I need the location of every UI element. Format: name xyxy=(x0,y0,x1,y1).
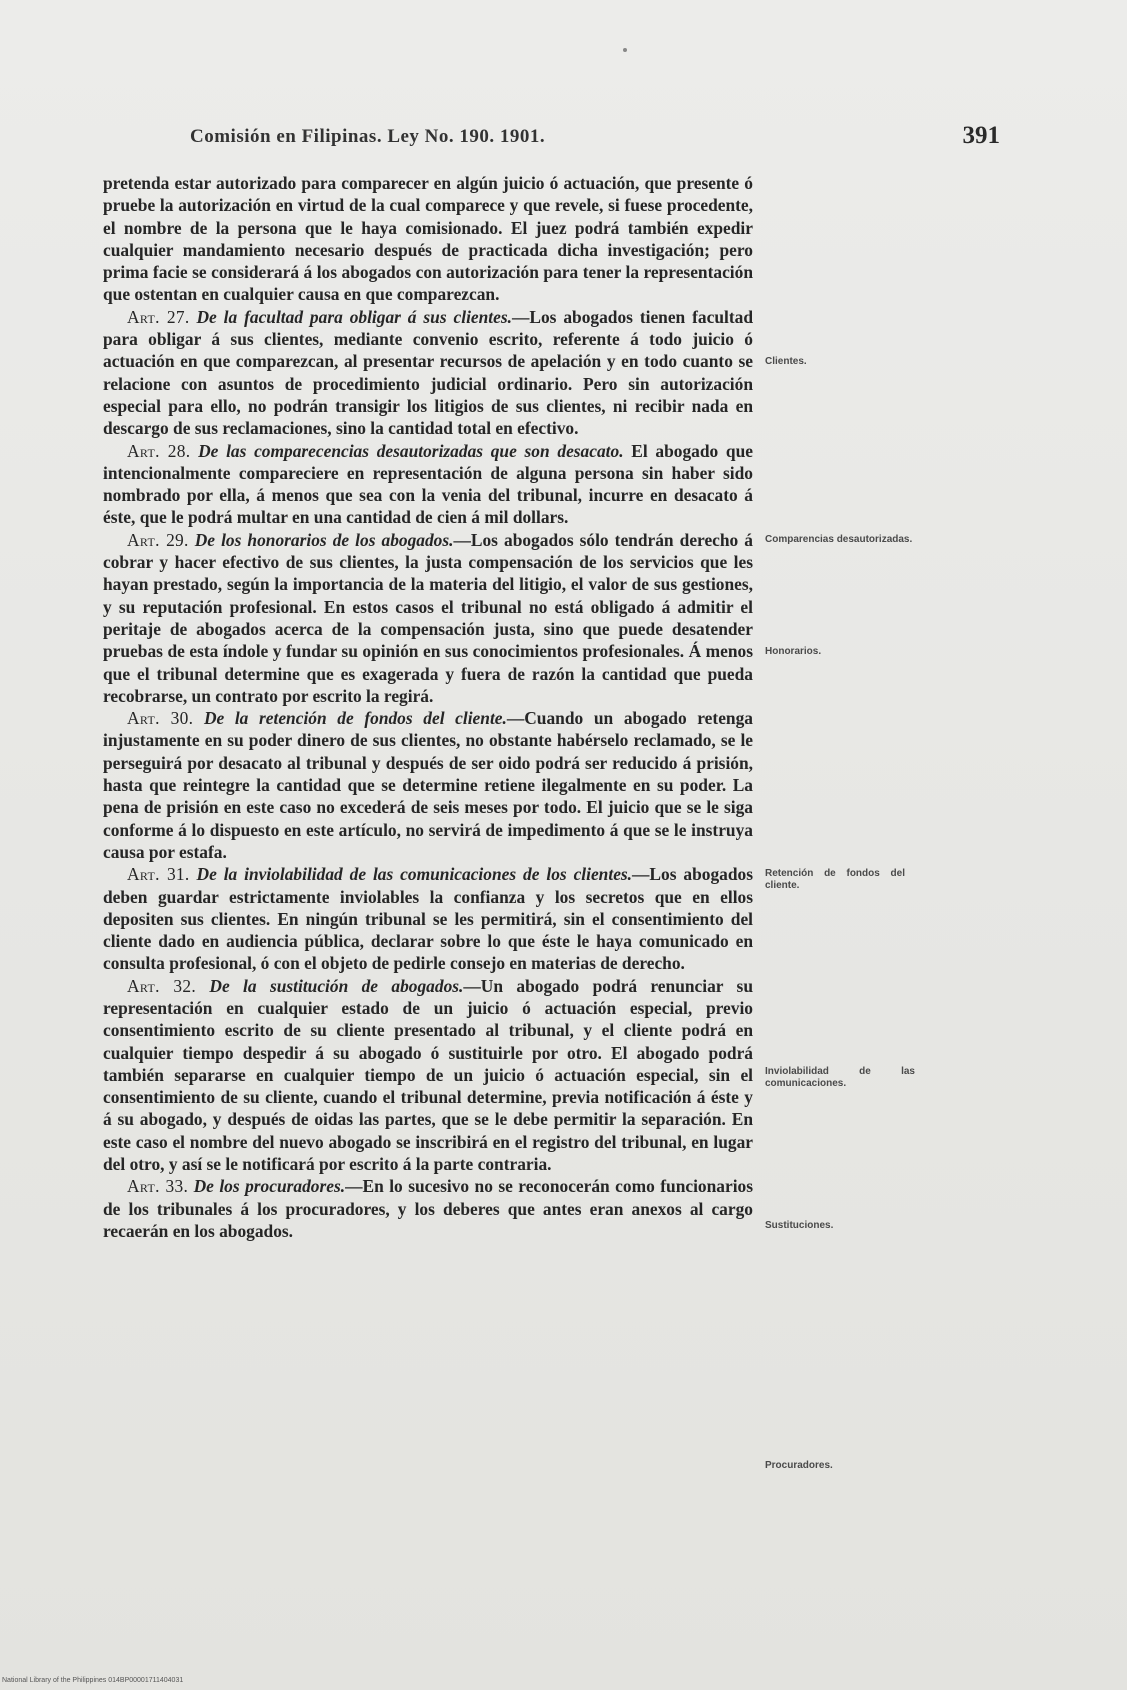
article-number: Art. 32. xyxy=(127,975,197,996)
article-number: Art. 31. xyxy=(127,864,190,885)
running-head: Comisión en Filipinas. Ley No. 190. 1901. xyxy=(190,126,546,147)
article-title: De las comparecencias desautorizadas que son desacato. xyxy=(198,440,624,461)
article-29 xyxy=(103,529,753,707)
article-title: De la facultad para obligar á sus clientes. xyxy=(196,306,512,327)
article-number: Art. 29. xyxy=(127,529,189,550)
article-number: Art. 27. xyxy=(127,306,190,327)
margin-note-retencion: Retención de fondos del cliente. xyxy=(765,868,905,891)
article-title: De los procuradores. xyxy=(193,1176,346,1197)
article-text: —Los abogados tienen facultad para obligar á sus clientes, mediante convenio escrito, referente á todo juicio ó actuación en que comparezcan, al presentar recursos de apelación y en todo cuanto se relacione con asuntos de procedimiento judicial ordinario. Pero sin autorización especial para ello, no podrán transigir los litigios de sus clientes, ni recibir nada en descargo de sus reclamaciones, sino la cantidad total en efectivo. xyxy=(103,306,753,439)
article-text: —Un abogado podrá renunciar su representación en cualquier estado de un juicio ó actuación especial, previo consentimiento escrito de su cliente presentado al tribunal, y el cliente podrá en cualquier tiempo despedir á su abogado ó sustituirle por otro. El abogado podrá también separarse en cualquier tiempo de un juicio ó actuación especial, sin el consentimiento de su cliente, cuando el tribunal determine, previa notificación á éste y á su abogado, y después de oidas las partes, que se le debe permitir la separación. En este caso el nombre del nuevo abogado se inscribirá en el registro del tribunal, en lugar del otro, y así se le notificará por escrito á la parte contraria. xyxy=(103,975,753,1175)
article-number: Art. 33. xyxy=(127,1176,189,1197)
article-text: —Los abogados sólo tendrán derecho á cobrar y hacer efectivo de sus clientes, la justa compensación de los servicios que les hayan prestado, según la importancia de la materia del litigio, el valor de sus gestiones, y su reputación profesional. En estos casos el tribunal no está obligado á admitir el peritaje de abogados acerca de la compensación justa, sino que puede desatender pruebas de esta índole y fundar su opinión en sus conocimientos profesionales. Á menos que el tribunal determine que es exagerada y fuera de razón la cantidad que pueda recobrarse, un contrato por escrito la regirá. xyxy=(103,529,753,706)
article-title: De la inviolabilidad de las comunicaciones de los clientes. xyxy=(196,864,633,885)
margin-note-honorarios: Honorarios. xyxy=(765,646,822,657)
page-header xyxy=(190,122,1000,156)
body-text xyxy=(103,172,753,1242)
margin-note-comparencias: Comparencias desautorizadas. xyxy=(765,534,913,545)
article-27 xyxy=(103,306,753,440)
margin-note-sustituciones: Sustituciones. xyxy=(765,1220,834,1231)
article-title: De la retención de fondos del cliente. xyxy=(203,708,507,729)
article-number: Art. 30. xyxy=(127,708,194,729)
opening-paragraph: pretenda estar autorizado para comparecer en algún juicio ó actuación, que presente ó pruebe la autorización en virtud de la cual comparece y que revele, si fuese procedente, el nombre de la persona que le haya comisionado. El juez podrá también expedir cualquier mandamiento necesario después de practicada dicha investigación; pero prima facie se considerará á los abogados con autorización para tener la representación que ostentan en cualquier causa en que comparezcan. xyxy=(103,173,753,305)
article-title: De la sustitución de abogados. xyxy=(209,975,464,996)
article-text: El abogado que intencionalmente compareciere en representación de alguna persona sin haber sido nombrado por ella, á menos que sea con la venia del tribunal, incurre en desacato á éste, que le podrá multar en una cantidad de cien á mil dollars. xyxy=(103,440,753,528)
article-text: —Cuando un abogado retenga injustamente en su poder dinero de sus clientes, no obstante habérselo reclamado, se le perseguirá por desacato al tribunal y después de ser oido podrá ser reducido á prisión, hasta que reintegre la cantidad que se determine retiene ilegalmente en su poder. La pena de prisión en este caso no excederá de seis meses por todo. El juicio que se le siga conforme á lo dispuesto en este artículo, no servirá de impedimento á que se le instruya causa por estafa. xyxy=(103,708,753,862)
article-number: Art. 28. xyxy=(127,440,191,461)
paper-speck xyxy=(623,48,627,52)
margin-note-clientes: Clientes. xyxy=(765,356,807,367)
article-text: —En lo sucesivo no se reconocerán como funcionarios de los tribunales á los procuradores, y los deberes que antes eran anexos al cargo recaerán en los abogados. xyxy=(103,1176,753,1241)
scan-footer: National Library of the Philippines 014BP00001711404031 xyxy=(2,1677,184,1684)
article-30 xyxy=(103,707,753,863)
page-number: 391 xyxy=(962,122,1000,149)
margin-note-inviolabilidad: Inviolabilidad de las comunicaciones. xyxy=(765,1066,915,1089)
article-text: —Los abogados deben guardar estrictamente inviolables la confianza y los secretos que en ellos depositen sus clientes. En ningún tribunal se les permitirá, sin el consentimiento del cliente dado en audiencia pública, declarar sobre lo que éste le haya comunicado en consulta profesional, ó con el objeto de pedirle consejo en materias de derecho. xyxy=(103,864,753,974)
margin-note-procuradores: Procuradores. xyxy=(765,1460,833,1471)
article-title: De los honorarios de los abogados. xyxy=(194,529,454,550)
article-32 xyxy=(103,975,753,1176)
article-28 xyxy=(103,440,753,529)
article-31 xyxy=(103,863,753,974)
article-33 xyxy=(103,1175,753,1242)
